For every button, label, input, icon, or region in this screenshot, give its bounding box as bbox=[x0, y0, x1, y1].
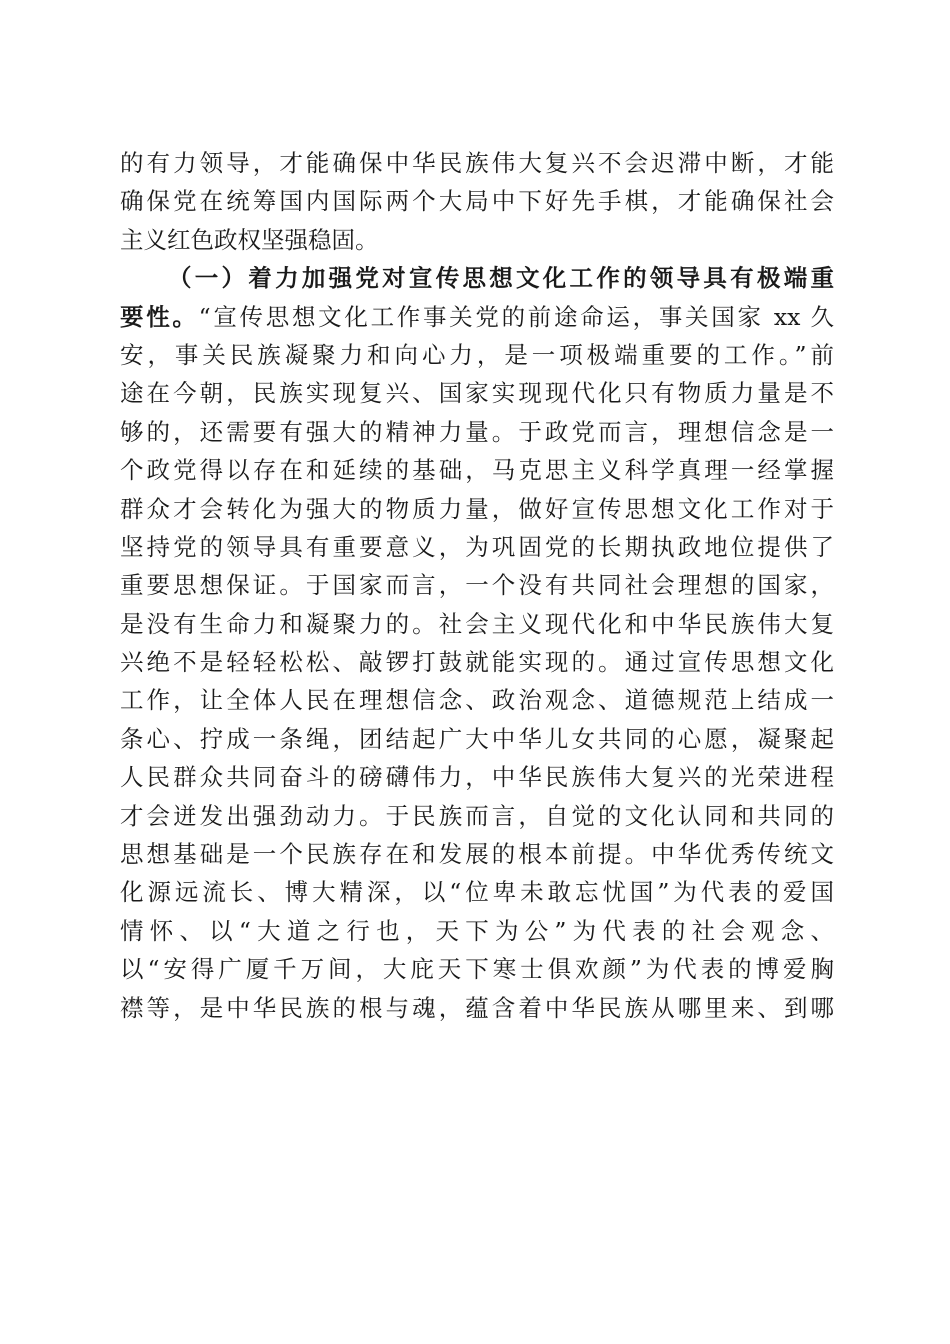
text-line: 情怀、以“大道之行也，天下为公”为代表的社会观念、 bbox=[120, 916, 834, 945]
text-line: 思想基础是一个民族存在和发展的根本前提。中华优秀传统文 bbox=[120, 840, 834, 869]
paragraph-2 bbox=[120, 259, 834, 1027]
text-line: 个政党得以存在和延续的基础，马克思主义科学真理一经掌握 bbox=[120, 456, 834, 485]
text-line bbox=[120, 298, 834, 336]
text-line: 途在今朝，民族实现复兴、国家实现现代化只有物质力量是不 bbox=[120, 379, 834, 408]
text-line: 主义红色政权坚强稳固。 bbox=[120, 225, 379, 254]
text-line: 是没有生命力和凝聚力的。社会主义现代化和中华民族伟大复 bbox=[120, 609, 834, 638]
section-heading: （一）着力加强党对宣传思想文化工作的领导具有极端重 bbox=[168, 264, 834, 293]
text-line: 够的，还需要有强大的精神力量。于政党而言，理想信念是一 bbox=[120, 417, 834, 446]
text-line: 群众才会转化为强大的物质力量，做好宣传思想文化工作对于 bbox=[120, 494, 834, 523]
text-line: 条心、拧成一条绳，团结起广大中华儿女共同的心愿，凝聚起 bbox=[120, 724, 834, 753]
text-line: 坚持党的领导具有重要意义，为巩固党的长期执政地位提供了 bbox=[120, 532, 834, 561]
text-line: 襟等，是中华民族的根与魂，蕴含着中华民族从哪里来、到哪 bbox=[120, 993, 834, 1022]
text-line: 重要思想保证。于国家而言，一个没有共同社会理想的国家， bbox=[120, 571, 834, 600]
text-line: 才会迸发出强劲动力。于民族而言，自觉的文化认同和共同的 bbox=[120, 801, 834, 830]
text-line: 安，事关民族凝聚力和向心力，是一项极端重要的工作。”前 bbox=[120, 340, 834, 369]
paragraph-1 bbox=[120, 144, 834, 259]
text-line: 的有力领导，才能确保中华民族伟大复兴不会迟滞中断，才能 bbox=[120, 149, 834, 177]
text-line: 确保党在统筹国内国际两个大局中下好先手棋，才能确保社会 bbox=[120, 187, 834, 216]
quotation-start: “宣传思想文化工作事关党的前途命运，事关国家 xx 久 bbox=[198, 302, 835, 331]
text-line: 化源远流长、博大精深，以“位卑未敢忘忧国”为代表的爱国 bbox=[120, 878, 834, 907]
text-line: 工作，让全体人民在理想信念、政治观念、道德规范上结成一 bbox=[120, 686, 834, 715]
text-line: 以“安得广厦千万间，大庇天下寒士俱欢颜”为代表的博爱胸 bbox=[120, 955, 834, 984]
body-text bbox=[120, 144, 834, 1027]
text-line: 人民群众共同奋斗的磅礴伟力，中华民族伟大复兴的光荣进程 bbox=[120, 763, 834, 792]
section-heading-end: 要性。 bbox=[120, 302, 199, 331]
section-heading-line bbox=[120, 259, 834, 297]
text-line: 兴绝不是轻轻松松、敲锣打鼓就能实现的。通过宣传思想文化 bbox=[120, 648, 834, 677]
